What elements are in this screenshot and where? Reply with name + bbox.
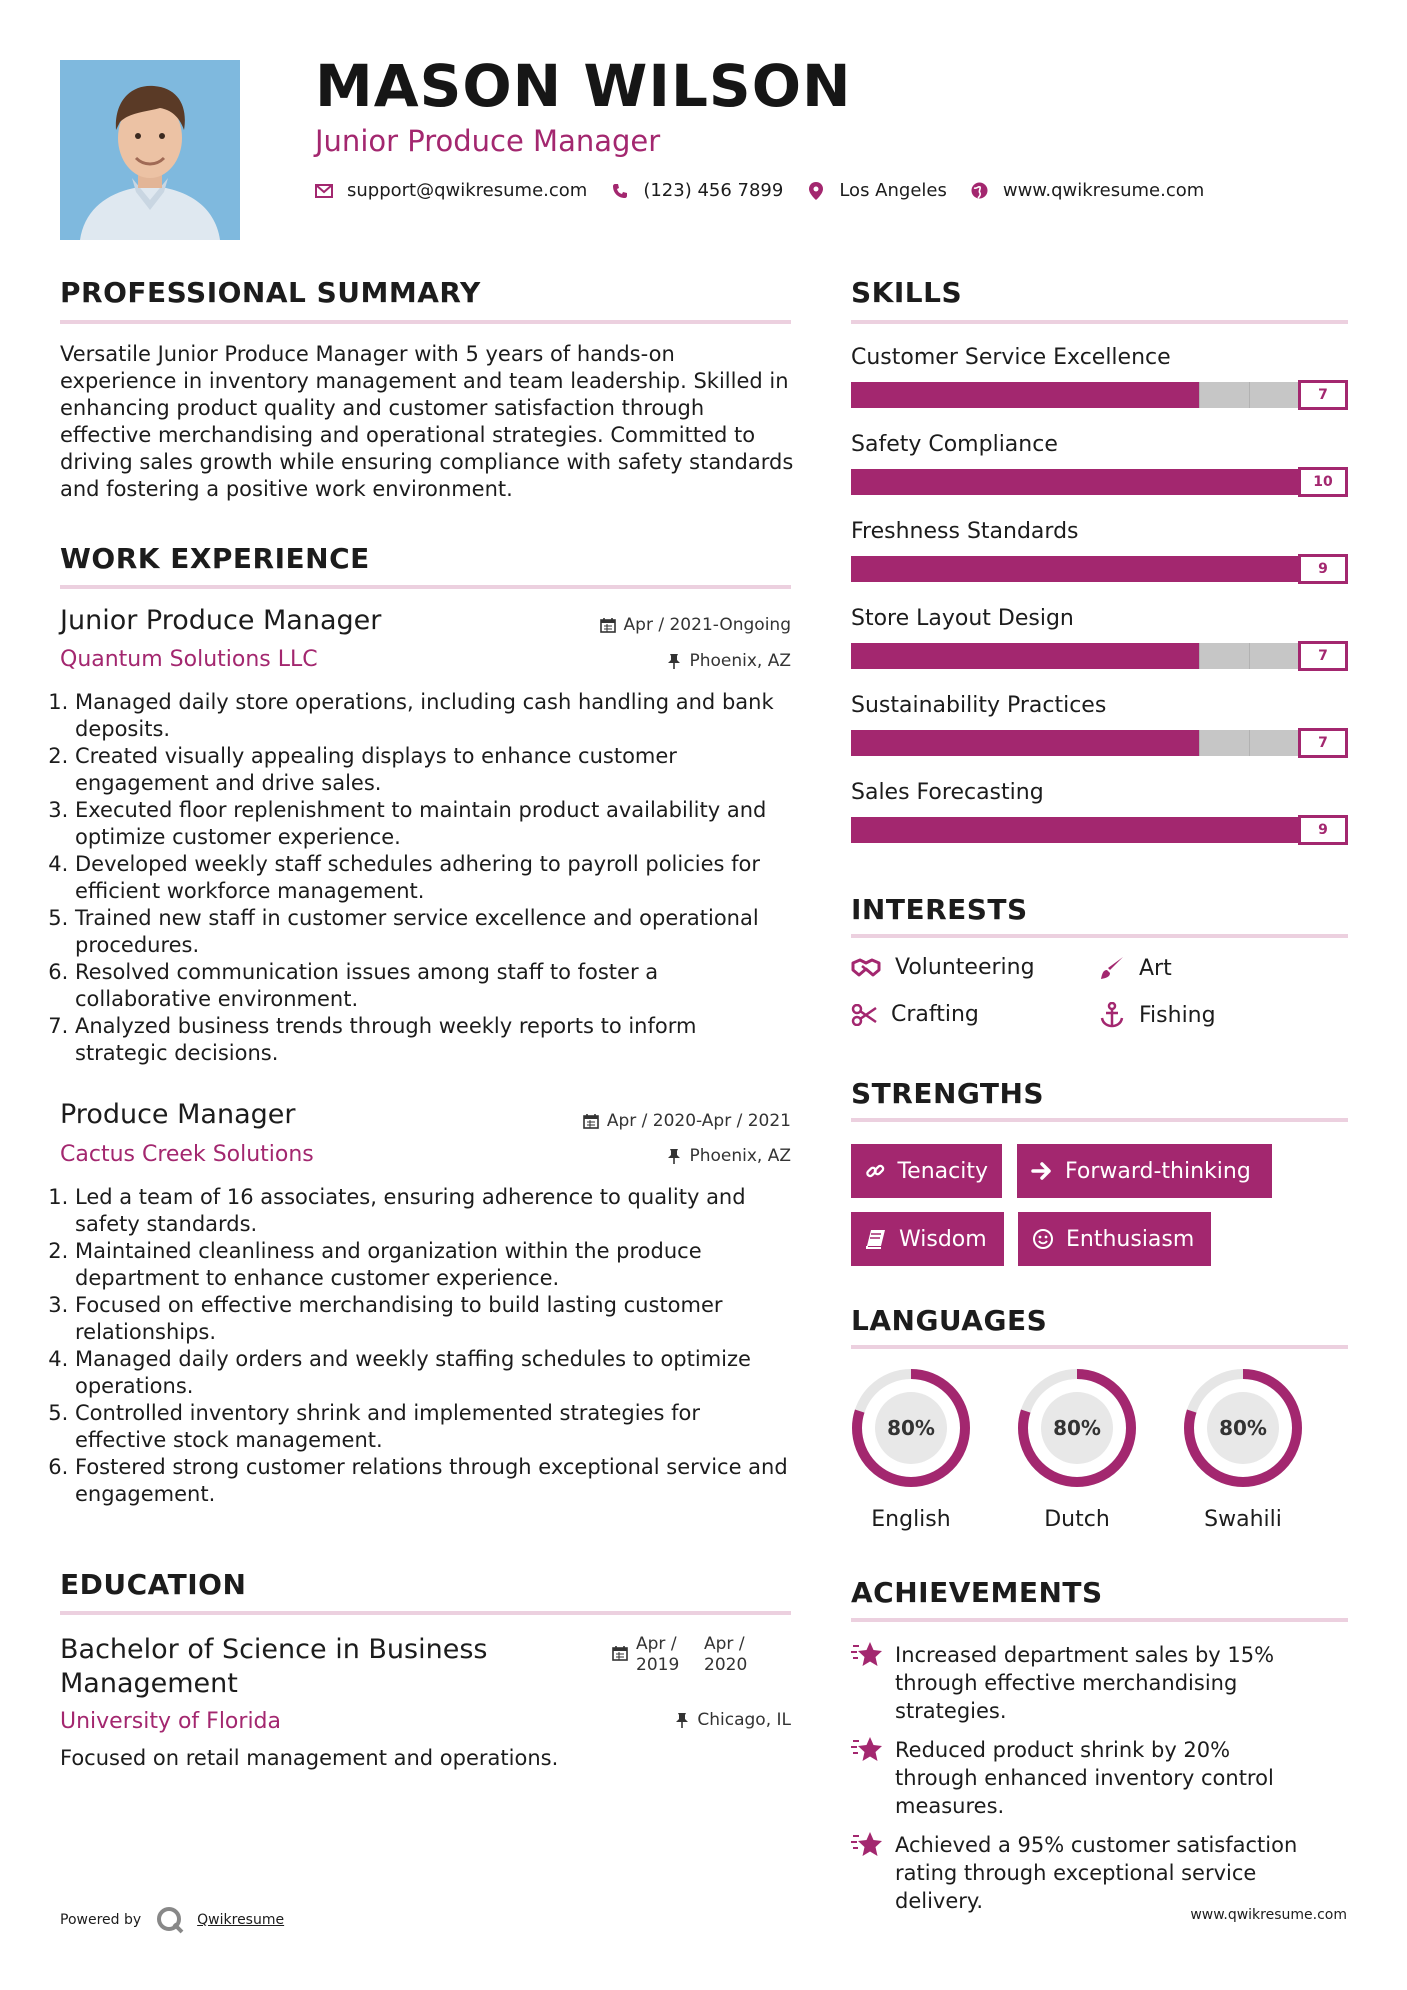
summary-text: Versatile Junior Produce Manager with 5 years of hands-on experience in inventory management and team leadership. Skilled in enhancing product quality and customer satisfaction through effective merchandising and operational strategies. Committed to driving sales growth while ensuring compliance with safety standards and fostering a positive work environment. xyxy=(60,342,794,501)
paintbrush-icon xyxy=(1099,955,1125,981)
education-end: Apr / 2020 xyxy=(704,1634,748,1675)
anchor-icon xyxy=(1099,1002,1125,1028)
skill-level-badge: 9 xyxy=(1298,815,1348,845)
list-item: 3. Focused on effective merchandising to build lasting customer relationships. xyxy=(75,1292,795,1346)
skill-bar-fill xyxy=(851,730,1199,756)
profile-photo xyxy=(60,60,240,240)
skills-heading: SKILLS xyxy=(851,276,963,309)
skill-row xyxy=(851,423,1348,510)
list-item: 2. Created visually appealing displays to enhance customer engagement and drive sales. xyxy=(75,743,795,797)
skills-list xyxy=(851,336,1348,858)
job-bullets xyxy=(55,1184,795,1508)
star-icon xyxy=(851,1736,883,1764)
powered-by xyxy=(60,1905,284,1935)
calendar-icon xyxy=(612,1645,628,1661)
interest-fishing xyxy=(1099,1002,1216,1028)
strength-label: Wisdom xyxy=(899,1226,987,1252)
contact-website[interactable]: www.qwikresume.com xyxy=(1002,180,1205,201)
contact-bar xyxy=(315,180,1228,201)
education-location xyxy=(675,1710,791,1730)
list-item: 1. Led a team of 16 associates, ensuring adherence to quality and safety standards. xyxy=(75,1184,795,1238)
skill-label: Sales Forecasting xyxy=(851,780,1044,805)
language-label: Dutch xyxy=(1044,1507,1110,1532)
arrow-right-icon xyxy=(1031,1161,1053,1181)
work-heading: WORK EXPERIENCE xyxy=(60,542,370,575)
contact-phone[interactable]: (123) 456 7899 xyxy=(643,180,784,201)
skill-label: Sustainability Practices xyxy=(851,693,1107,718)
star-icon xyxy=(851,1831,883,1859)
skill-bar xyxy=(851,380,1348,410)
skill-bar-fill xyxy=(851,817,1298,843)
skill-bar xyxy=(851,467,1348,497)
job-company: Cactus Creek Solutions xyxy=(60,1142,314,1167)
skill-row xyxy=(851,510,1348,597)
skill-bar-empty-segment xyxy=(1199,382,1249,408)
book-icon xyxy=(865,1228,887,1250)
language-ring xyxy=(1173,1363,1313,1493)
list-item: 5. Controlled inventory shrink and implemented strategies for effective stock management. xyxy=(75,1400,795,1454)
language-ring xyxy=(841,1363,981,1493)
job-dates-text: Apr / 2021-Ongoing xyxy=(623,615,791,635)
link-icon xyxy=(865,1160,885,1182)
strength-label: Enthusiasm xyxy=(1066,1226,1195,1252)
job-location-text: Phoenix, AZ xyxy=(689,651,791,671)
skill-bar-fill xyxy=(851,643,1199,669)
skill-level-badge: 7 xyxy=(1298,641,1348,671)
strength-forward-thinking xyxy=(1017,1144,1272,1198)
summary-heading: PROFESSIONAL SUMMARY xyxy=(60,276,481,309)
skill-bar xyxy=(851,728,1348,758)
job-dates xyxy=(600,615,791,635)
education-note: Focused on retail management and operations. xyxy=(60,1746,559,1770)
job-title: Junior Produce Manager xyxy=(60,605,382,636)
strength-enthusiasm xyxy=(1018,1212,1211,1266)
qwikresume-logo-icon xyxy=(155,1905,185,1935)
skill-bar-empty-segment xyxy=(1249,643,1299,669)
skill-bar xyxy=(851,641,1348,671)
achievements-list xyxy=(851,1641,1351,1915)
education-location-text: Chicago, IL xyxy=(697,1710,791,1730)
star-icon xyxy=(851,1641,883,1669)
skill-bar-fill xyxy=(851,382,1199,408)
skill-label: Customer Service Excellence xyxy=(851,345,1171,370)
list-item xyxy=(851,1641,1351,1725)
language-percent: 80% xyxy=(1219,1416,1267,1440)
list-item xyxy=(851,1736,1351,1820)
education-divider xyxy=(60,1611,791,1615)
achievement-text: Achieved a 95% customer satisfaction rating through exceptional service delivery. xyxy=(895,1833,1298,1913)
skill-bar-fill xyxy=(851,469,1348,495)
strengths-divider xyxy=(851,1118,1348,1122)
list-item xyxy=(851,1831,1351,1915)
list-item: 7. Analyzed business trends through weekly reports to inform strategic decisions. xyxy=(75,1013,795,1067)
skill-label: Freshness Standards xyxy=(851,519,1079,544)
interest-art xyxy=(1099,955,1172,981)
skill-row xyxy=(851,771,1348,858)
skill-bar-empty-segment xyxy=(1249,382,1299,408)
job-dates-text: Apr / 2020-Apr / 2021 xyxy=(606,1111,791,1131)
skill-bar xyxy=(851,554,1348,584)
language-ring xyxy=(1007,1363,1147,1493)
interests-divider xyxy=(851,934,1348,938)
contact-email[interactable]: support@qwikresume.com xyxy=(347,180,588,201)
education-heading: EDUCATION xyxy=(60,1568,247,1601)
globe-icon xyxy=(971,182,989,200)
interest-volunteering xyxy=(851,955,1035,980)
education-start: Apr / 2019 xyxy=(636,1634,680,1675)
skill-label: Safety Compliance xyxy=(851,432,1058,457)
skills-divider xyxy=(851,320,1348,324)
strengths-heading: STRENGTHS xyxy=(851,1077,1045,1110)
interest-label: Crafting xyxy=(891,1002,979,1027)
achievements-heading: ACHIEVEMENTS xyxy=(851,1576,1103,1609)
summary-divider xyxy=(60,320,791,324)
skill-level-badge: 7 xyxy=(1298,380,1348,410)
job-title: Produce Manager xyxy=(60,1099,296,1130)
skill-bar-empty-segment xyxy=(1199,730,1249,756)
language-item xyxy=(841,1363,981,1532)
candidate-title: Junior Produce Manager xyxy=(315,124,661,158)
languages-heading: LANGUAGES xyxy=(851,1304,1048,1337)
job-dates xyxy=(583,1111,791,1131)
achievements-divider xyxy=(851,1618,1348,1622)
calendar-icon xyxy=(583,1113,599,1129)
footer-site[interactable]: www.qwikresume.com xyxy=(1190,1907,1347,1923)
pushpin-icon xyxy=(667,653,681,669)
list-item: 6. Resolved communication issues among staff to foster a collaborative environment. xyxy=(75,959,795,1013)
degree-title: Bachelor of Science in Business Management xyxy=(60,1634,488,1699)
interest-label: Fishing xyxy=(1139,1002,1216,1028)
list-item: 6. Fostered strong customer relations through exceptional service and engagement. xyxy=(75,1454,795,1508)
list-item: 4. Developed weekly staff schedules adhering to payroll policies for efficient workforce management. xyxy=(75,851,795,905)
language-label: Swahili xyxy=(1204,1507,1282,1532)
language-item xyxy=(1007,1363,1147,1532)
job-location xyxy=(667,651,791,671)
skill-level-badge: 7 xyxy=(1298,728,1348,758)
skill-bar xyxy=(851,815,1348,845)
pushpin-icon xyxy=(667,1148,681,1164)
job-company: Quantum Solutions LLC xyxy=(60,647,318,672)
language-label: English xyxy=(871,1507,951,1532)
list-item: 5. Trained new staff in customer service excellence and operational procedures. xyxy=(75,905,795,959)
calendar-icon xyxy=(600,617,616,633)
school-name: University of Florida xyxy=(60,1709,281,1734)
job-bullets xyxy=(55,689,795,1067)
achievement-text: Increased department sales by 15% through effective merchandising strategies. xyxy=(895,1643,1275,1723)
list-item: 1. Managed daily store operations, including cash handling and bank deposits. xyxy=(75,689,795,743)
job-location-text: Phoenix, AZ xyxy=(689,1146,791,1166)
languages-list xyxy=(841,1363,1361,1533)
skill-level-badge: 9 xyxy=(1298,554,1348,584)
skill-bar-fill xyxy=(851,556,1298,582)
list-item: 2. Maintained cleanliness and organization within the produce department to enhance customer experience. xyxy=(75,1238,795,1292)
interest-crafting xyxy=(851,1002,979,1027)
skill-level-badge: 10 xyxy=(1298,467,1348,497)
interests-heading: INTERESTS xyxy=(851,893,1028,926)
skill-bar-empty-segment xyxy=(1249,730,1299,756)
contact-location: Los Angeles xyxy=(839,180,947,201)
brand-link[interactable]: Qwikresume xyxy=(197,1912,285,1928)
skill-row xyxy=(851,597,1348,684)
skill-row xyxy=(851,684,1348,771)
list-item: 3. Executed floor replenishment to maintain product availability and optimize customer experience. xyxy=(75,797,795,851)
smile-icon xyxy=(1032,1228,1054,1250)
language-item xyxy=(1173,1363,1313,1532)
languages-divider xyxy=(851,1345,1348,1349)
language-percent: 80% xyxy=(1053,1416,1101,1440)
achievement-text: Reduced product shrink by 20% through enhanced inventory control measures. xyxy=(895,1738,1274,1818)
strength-wisdom xyxy=(851,1212,1004,1266)
education-dates xyxy=(612,1634,764,1676)
powered-by-label: Powered by xyxy=(60,1912,142,1928)
handshake-icon xyxy=(851,957,881,979)
phone-icon xyxy=(611,182,629,200)
list-item: 4. Managed daily orders and weekly staffing schedules to optimize operations. xyxy=(75,1346,795,1400)
map-marker-icon xyxy=(807,182,825,200)
skill-row xyxy=(851,336,1348,423)
language-percent: 80% xyxy=(887,1416,935,1440)
skill-label: Store Layout Design xyxy=(851,606,1074,631)
strength-tenacity xyxy=(851,1144,1002,1198)
pushpin-icon xyxy=(675,1712,689,1728)
scissors-icon xyxy=(851,1004,877,1026)
work-divider xyxy=(60,585,791,589)
interest-label: Volunteering xyxy=(895,955,1035,980)
interest-label: Art xyxy=(1139,955,1172,981)
envelope-icon xyxy=(315,182,333,200)
strength-label: Tenacity xyxy=(897,1158,988,1184)
skill-bar-empty-segment xyxy=(1199,643,1249,669)
strength-label: Forward-thinking xyxy=(1065,1158,1251,1184)
job-location xyxy=(667,1146,791,1166)
candidate-name: MASON WILSON xyxy=(315,52,852,120)
